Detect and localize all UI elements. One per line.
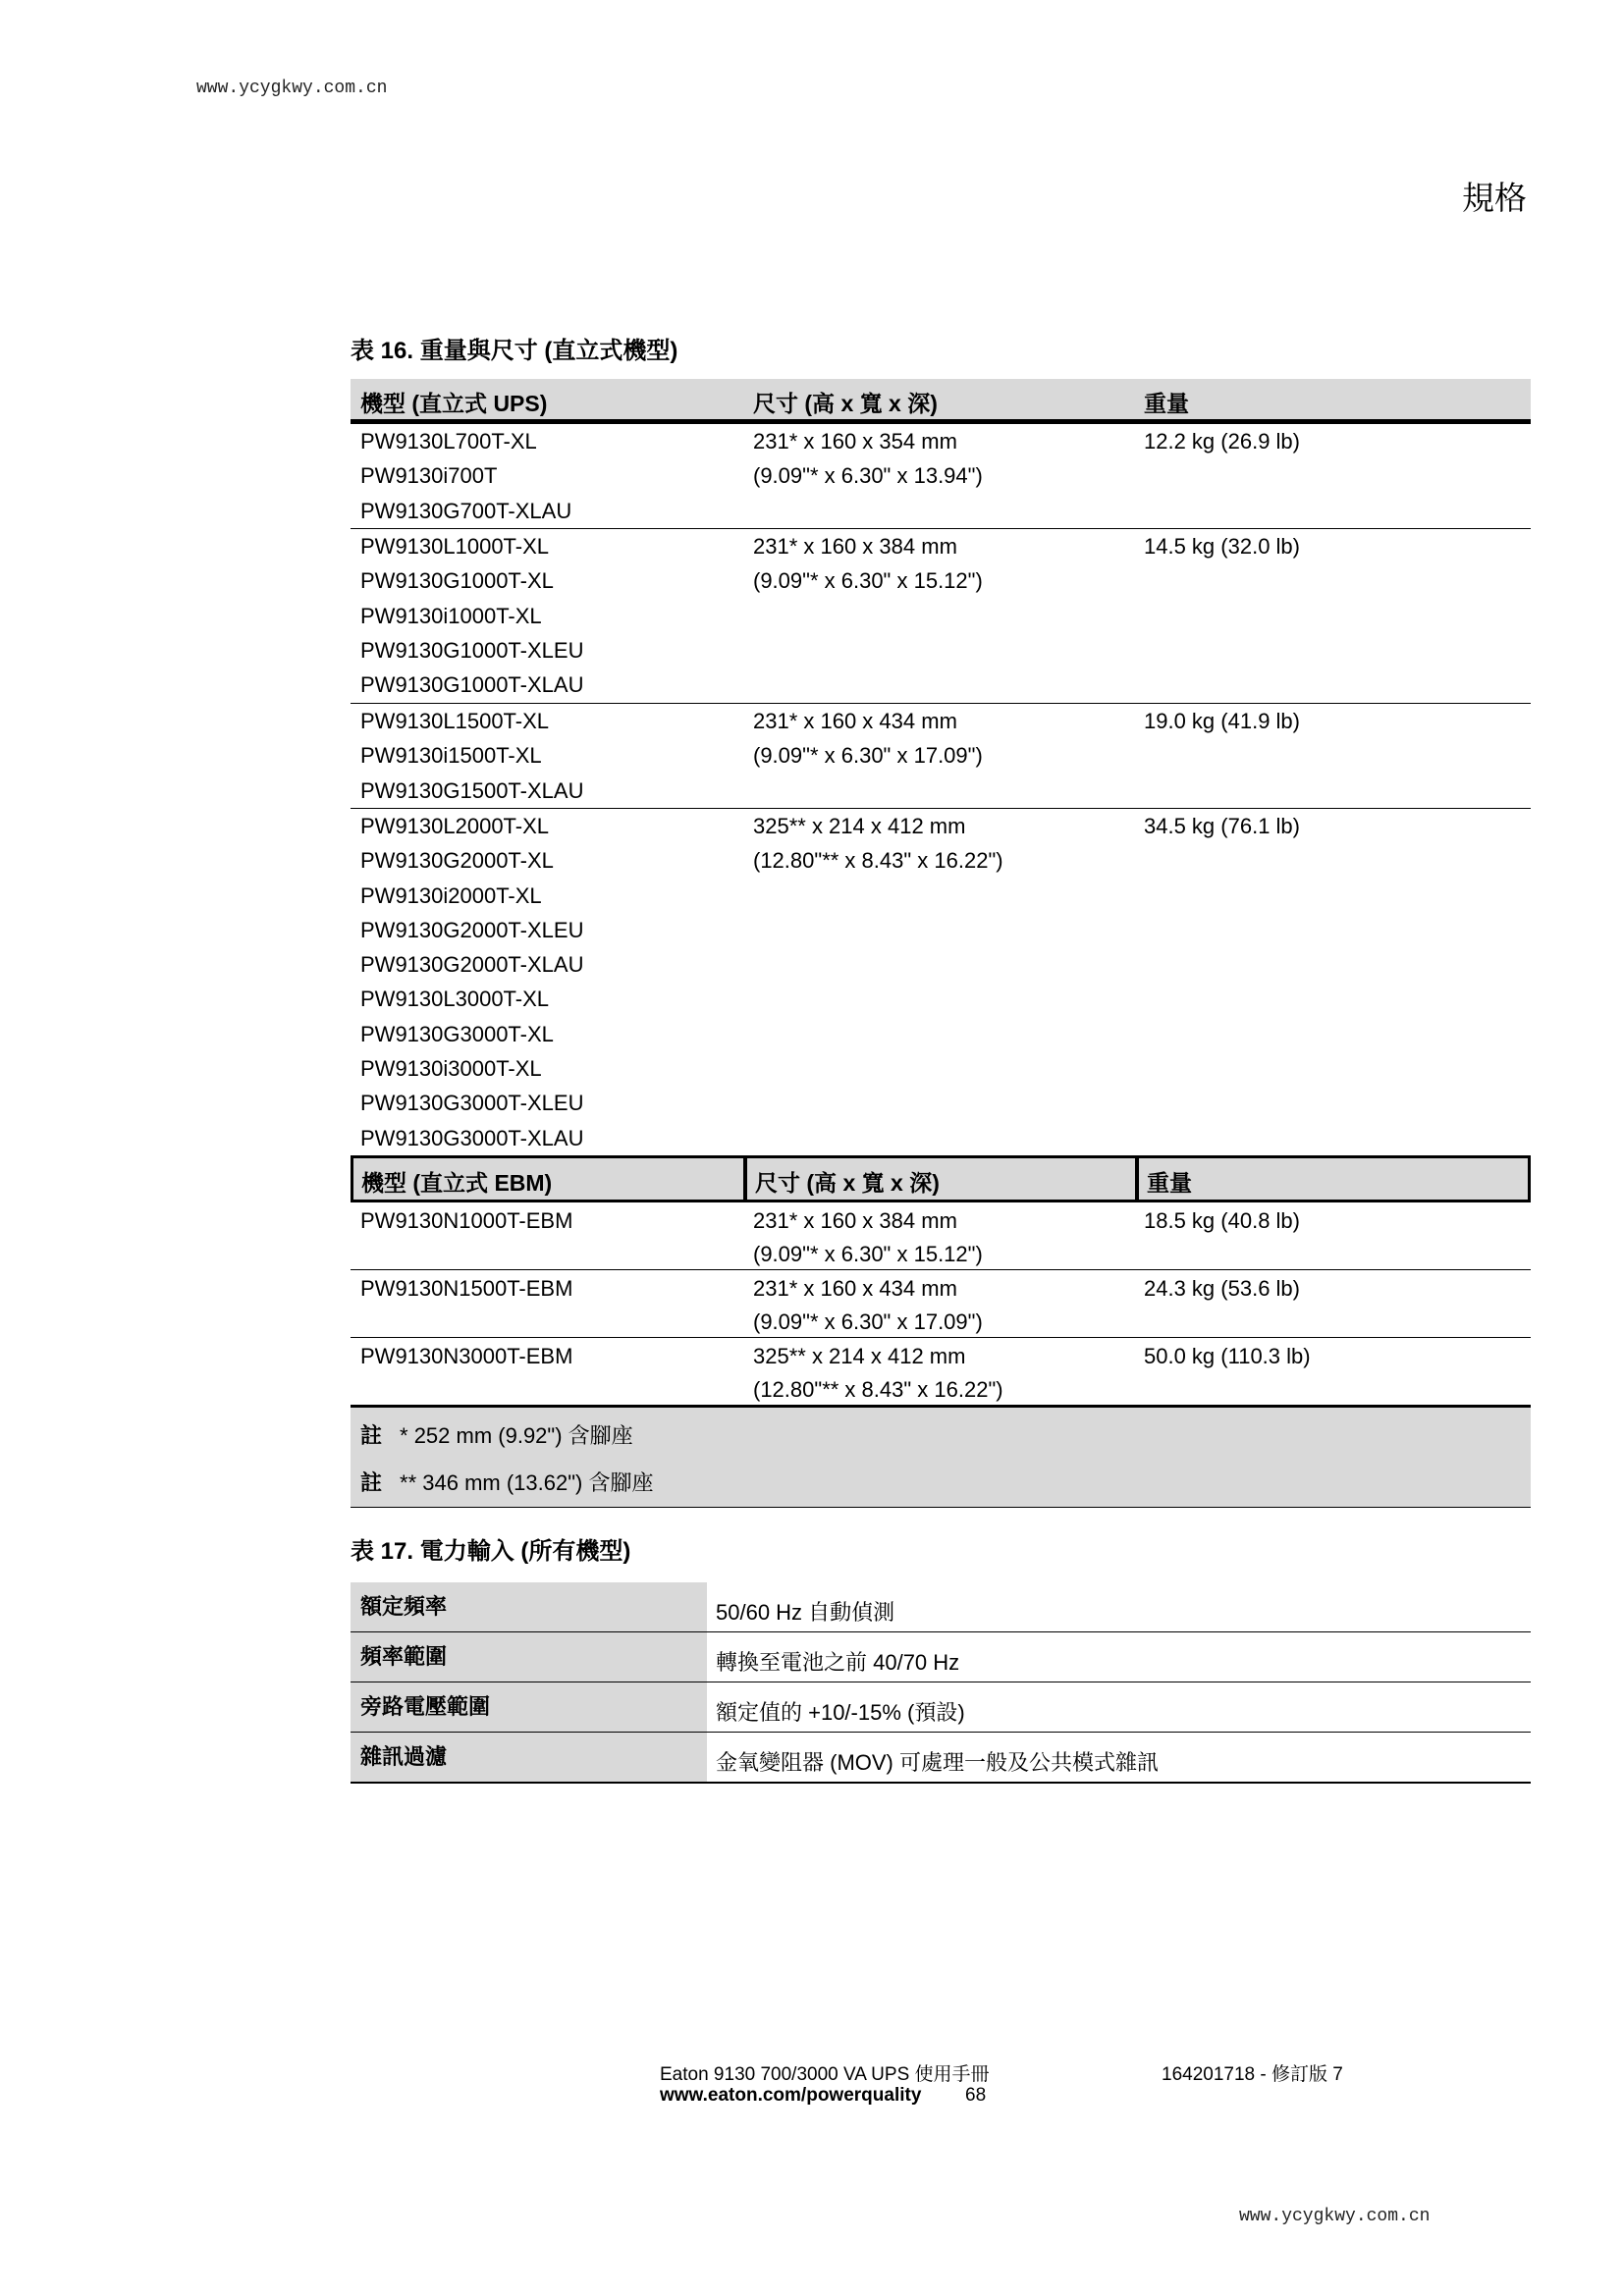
model-name: PW9130L700T-XL bbox=[360, 429, 537, 454]
model-name: PW9130L1000T-XL bbox=[360, 534, 550, 559]
dimensions bbox=[753, 704, 983, 774]
dimensions bbox=[753, 529, 983, 599]
ebm-header-dimensions: 尺寸 (高 x 寬 x 深) bbox=[755, 1170, 940, 1196]
model-name: PW9130L2000T-XL bbox=[360, 814, 550, 838]
footer-url[interactable]: www.eaton.com/powerquality bbox=[660, 2085, 922, 2106]
model-name: PW9130G1000T-XL bbox=[360, 568, 554, 594]
table16-header bbox=[351, 379, 1531, 424]
note-text: * 252 mm (9.92") 含腳座 bbox=[400, 1423, 633, 1448]
table-row bbox=[351, 424, 1531, 529]
dimensions-mm: 231* x 160 x 434 mm bbox=[753, 709, 957, 733]
dimensions-in: (12.80"** x 8.43" x 16.22") bbox=[753, 848, 1003, 874]
header-weight: 重量 bbox=[1144, 391, 1189, 416]
note bbox=[360, 1419, 633, 1450]
dimensions-mm: 231* x 160 x 434 mm bbox=[753, 1276, 957, 1301]
weight bbox=[1144, 424, 1300, 458]
row-value: 金氧變阻器 (MOV) 可處理一般及公共模式雜訊 bbox=[716, 1750, 1159, 1775]
table17-caption: 表 17. 電力輸入 (所有機型) bbox=[351, 1538, 631, 1565]
dimensions bbox=[753, 809, 1003, 879]
weight-value: 34.5 kg (76.1 lb) bbox=[1144, 814, 1300, 838]
table-row bbox=[351, 1270, 1531, 1338]
dimensions-in: (9.09"* x 6.30" x 13.94") bbox=[753, 463, 983, 489]
weight-value: 19.0 kg (41.9 lb) bbox=[1144, 709, 1300, 733]
row-label: 額定頻率 bbox=[360, 1594, 448, 1619]
model-list bbox=[360, 529, 583, 702]
dimensions-in: (9.09"* x 6.30" x 15.12") bbox=[753, 1242, 983, 1266]
table-row bbox=[351, 1202, 1531, 1270]
table-row bbox=[351, 1733, 1531, 1784]
model-name: PW9130i1000T-XL bbox=[360, 603, 542, 628]
model-name: PW9130L1500T-XL bbox=[360, 709, 550, 733]
dimensions-in: (9.09"* x 6.30" x 17.09") bbox=[753, 743, 983, 769]
model-name: PW9130G2000T-XL bbox=[360, 848, 554, 874]
model-name: PW9130G3000T-XL bbox=[360, 1021, 554, 1046]
weight bbox=[1144, 809, 1300, 843]
row-label: 雜訊過濾 bbox=[360, 1744, 448, 1769]
model-name: PW9130i700T bbox=[360, 463, 498, 489]
model-name: PW9130i3000T-XL bbox=[360, 1056, 542, 1082]
header-dimensions: 尺寸 (高 x 寬 x 深) bbox=[753, 391, 938, 416]
row-value: 額定值的 +10/-15% (預設) bbox=[716, 1700, 965, 1725]
weight-value: 18.5 kg (40.8 lb) bbox=[1144, 1208, 1300, 1233]
watermark-bottom: www.ycygkwy.com.cn bbox=[1239, 2207, 1431, 2226]
dimensions-in: (9.09"* x 6.30" x 15.12") bbox=[753, 568, 983, 594]
weight-value: 12.2 kg (26.9 lb) bbox=[1144, 429, 1300, 454]
row-label: 旁路電壓範圍 bbox=[360, 1694, 491, 1719]
model-list bbox=[360, 704, 583, 808]
model-name: PW9130G3000T-XLAU bbox=[360, 1125, 584, 1150]
weight-value: 50.0 kg (110.3 lb) bbox=[1144, 1344, 1311, 1368]
model-list bbox=[360, 424, 571, 528]
footer-doc-id: 164201718 - 修訂版 7 bbox=[1162, 2064, 1343, 2085]
model-name: PW9130N1500T-EBM bbox=[360, 1276, 573, 1301]
table17 bbox=[351, 1582, 1531, 1784]
dimensions bbox=[753, 424, 983, 494]
dimensions-mm: 325** x 214 x 412 mm bbox=[753, 814, 966, 838]
weight bbox=[1144, 704, 1300, 738]
table16 bbox=[351, 379, 1531, 1508]
weight bbox=[1144, 529, 1300, 563]
table16-caption: 表 16. 重量與尺寸 (直立式機型) bbox=[351, 338, 678, 364]
model-name: PW9130G1000T-XLEU bbox=[360, 637, 584, 663]
header-model: 機型 (直立式 UPS) bbox=[360, 391, 548, 416]
model-name: PW9130N1000T-EBM bbox=[360, 1208, 573, 1233]
table-row bbox=[351, 1632, 1531, 1682]
table-row bbox=[351, 1682, 1531, 1733]
note-label: 註 bbox=[360, 1470, 383, 1495]
table16-notes bbox=[351, 1405, 1531, 1508]
model-name: PW9130i1500T-XL bbox=[360, 743, 542, 769]
model-list bbox=[360, 809, 583, 1155]
row-value: 50/60 Hz 自動偵測 bbox=[716, 1600, 895, 1625]
ebm-header-model-cell bbox=[353, 1158, 743, 1200]
watermark-top: www.ycygkwy.com.cn bbox=[196, 79, 388, 98]
model-name: PW9130G2000T-XLEU bbox=[360, 917, 584, 942]
dimensions-in: (9.09"* x 6.30" x 17.09") bbox=[753, 1309, 983, 1334]
dimensions-mm: 231* x 160 x 354 mm bbox=[753, 429, 957, 454]
row-label: 頻率範圍 bbox=[360, 1644, 448, 1669]
note-text: ** 346 mm (13.62") 含腳座 bbox=[400, 1470, 654, 1495]
model-name: PW9130G1000T-XLAU bbox=[360, 672, 584, 698]
table-row bbox=[351, 704, 1531, 809]
dimensions-mm: 231* x 160 x 384 mm bbox=[753, 1208, 957, 1233]
dimensions-mm: 231* x 160 x 384 mm bbox=[753, 534, 957, 559]
note-label: 註 bbox=[360, 1423, 383, 1448]
model-name: PW9130N3000T-EBM bbox=[360, 1344, 573, 1368]
dimensions-mm: 325** x 214 x 412 mm bbox=[753, 1344, 966, 1368]
model-name: PW9130G700T-XLAU bbox=[360, 498, 572, 523]
dimensions-in: (12.80"** x 8.43" x 16.22") bbox=[753, 1377, 1003, 1402]
footer-title: Eaton 9130 700/3000 VA UPS 使用手冊 bbox=[660, 2064, 990, 2085]
ebm-header-weight-cell bbox=[1139, 1158, 1528, 1200]
ebm-header-model: 機型 (直立式 EBM) bbox=[361, 1170, 553, 1196]
section-title: 規格 bbox=[1462, 180, 1527, 216]
model-name: PW9130G3000T-XLEU bbox=[360, 1091, 584, 1116]
model-name: PW9130G2000T-XLAU bbox=[360, 952, 584, 978]
note bbox=[360, 1467, 653, 1497]
ebm-header bbox=[351, 1155, 1531, 1202]
table-row bbox=[351, 809, 1531, 1155]
ebm-header-dimensions-cell bbox=[747, 1158, 1135, 1200]
table-row bbox=[351, 1582, 1531, 1632]
ebm-header-weight: 重量 bbox=[1147, 1170, 1192, 1196]
weight-value: 24.3 kg (53.6 lb) bbox=[1144, 1276, 1300, 1301]
table-row bbox=[351, 529, 1531, 704]
page-number: 68 bbox=[965, 2085, 987, 2106]
model-name: PW9130L3000T-XL bbox=[360, 987, 550, 1012]
row-value: 轉換至電池之前 40/70 Hz bbox=[716, 1650, 960, 1675]
model-name: PW9130G1500T-XLAU bbox=[360, 777, 584, 803]
weight-value: 14.5 kg (32.0 lb) bbox=[1144, 534, 1300, 559]
model-name: PW9130i2000T-XL bbox=[360, 882, 542, 908]
table-row bbox=[351, 1338, 1531, 1405]
